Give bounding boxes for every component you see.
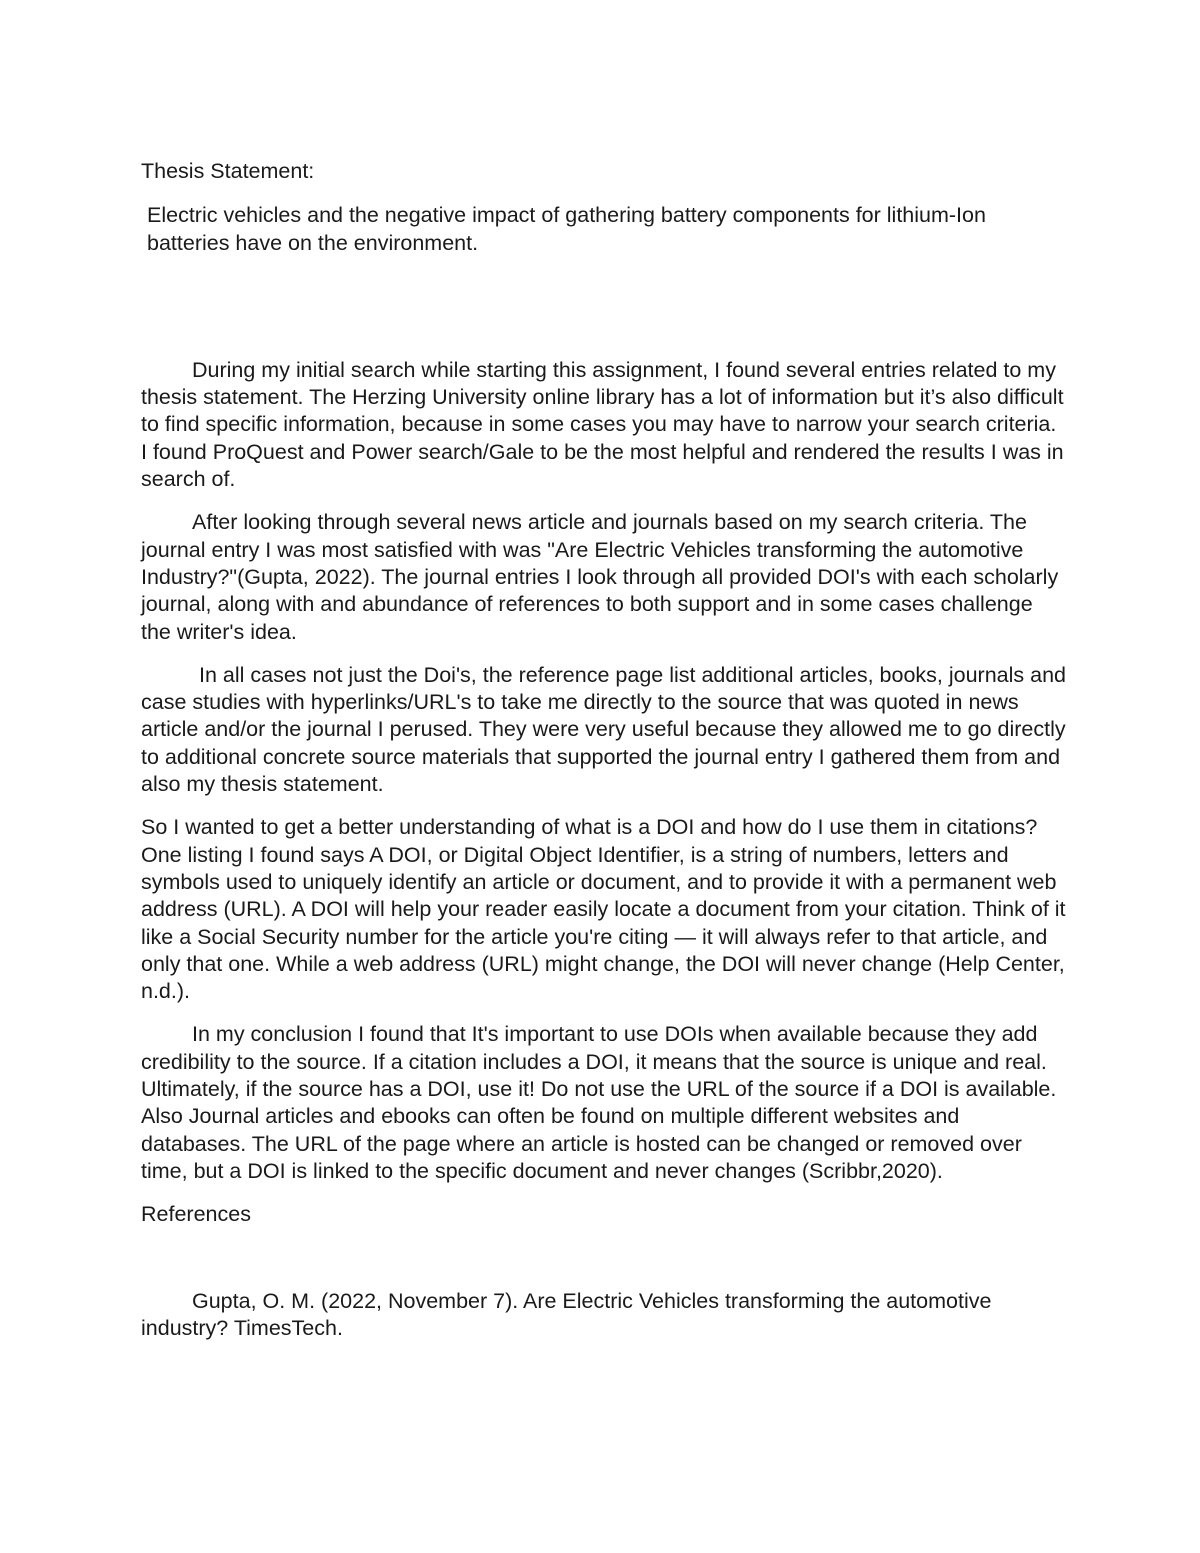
paragraph-journal-review: After looking through several news article and journals based on my search criteria. The journal entry I was most satisfied with was "Are Electric Vehicles transforming the automotive Industry?"(Gupta, 2022). The journal entries I look through all provided DOI's with each scholarly journal, along with and abundance of references to both support and in some cases challenge the writer's idea.	[141, 510, 1059, 644]
paragraph-conclusion: In my conclusion I found that It's important to use DOIs when available because they add credibility to the source. If a citation includes a DOI, it means that the source is unique and real. Ultimately, if the source has a DOI, use it! Do not use the URL of the source if a DOI is available. Also Journal articles and ebooks can often be found on multiple different websites and databases. The URL of the page where an article is hosted can be changed or removed over time, but a DOI is linked to the specific document and never changes (Scribbr,2020).	[141, 1022, 1057, 1183]
paragraph-reference-pages: In all cases not just the Doi's, the reference page list additional articles, books, journals and case studies with hyperlinks/URL's to take me directly to the source that was quoted in news article and/or the journal I perused. They were very useful because they allowed me to go directly to additional concrete source materials that supported the journal entry I gathered them from and also my thesis statement.	[141, 662, 1066, 797]
paragraph-doi-definition: So I wanted to get a better understanding of what is a DOI and how do I use them in citations? One listing I found says A DOI, or Digital Object Identifier, is a string of numbers, letters and symbols used to uniquely identify an article or document, and to provide it with a permanent web address (URL). A DOI will help your reader easily locate a document from your citation. Think of it like a Social Security number for the article you're citing — it will always refer to that article, and only that one. While a web address (URL) might change, the DOI will never change (Help Center, n.d.).	[141, 815, 1066, 1004]
thesis-statement: Electric vehicles and the negative impact of gathering battery components for lithium-Ion batteries have on the environment.	[147, 203, 986, 255]
paragraph-initial-search: During my initial search while starting this assignment, I found several entries related to my thesis statement. The Herzing University online library has a lot of information but it’s also difficult to find specific information, because in some cases you may have to narrow your search criteria. I found ProQuest and Power search/Gale to be the most helpful and rendered the results I was in search of.	[141, 357, 1064, 492]
document-body	[141, 158, 1066, 1342]
reference-entry: Gupta, O. M. (2022, November 7). Are Electric Vehicles transforming the automotive industry? TimesTech.	[141, 1288, 992, 1340]
references-heading: References	[141, 1202, 251, 1227]
thesis-heading: Thesis Statement:	[141, 159, 315, 183]
